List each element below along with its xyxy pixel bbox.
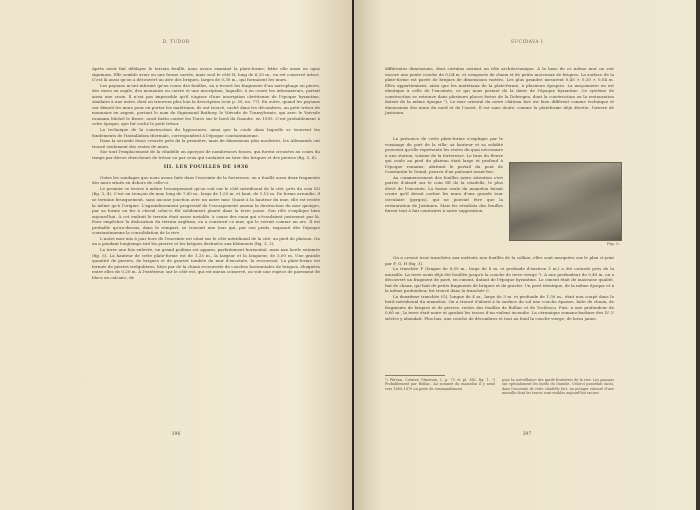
paragraph: différentes dimensions, dont certains avaient un rôle architectonique. À la base de ce même mur on voit encore une petite couche de 0,04 m. et composée de chaux et de petits morceaux de briques. La surface de la plate-forme est pavée de briques de dimensions variées. Les plus grandes mesurent 0,45 × 0,30 × 0,04 m. Elles appartiennent, ainsi que les matériaux de la plate-forme, à plusieurs époques. La maçonnerie en est identique à celle de l'enceinte, ce qui nous permet de la dater de l'époque byzantine. Ce système de construction se retrouve dans plusieurs places fortes de la Dobrogea, dont la construction ou la restauration datent de la même époque ¹). Le mur oriental du notre château fort est bien différent comme technique et dimensions des murs du nord et de l'ouest. Il est sans doute, comme la plateforme déjà décrite, l'œuvre de Justinien.	[385, 66, 614, 116]
footnotes-left-column: ¹) Pârvan, Cetatea Ulmetum, I, p. 73 et pl. XXI, fig. 1. ²) Probablement par Bolliac. Au sommet du mamelon il y avait vers 1860–1870 un poste de commandement	[385, 378, 495, 391]
paragraph: La présence de cette plate-forme s'explique par le voisinage du port de la ville; sa hauteur et sa solidité prouvent qu'elle représente les restes du quai nécessaire à une station, voisine de la forteresse. Le bras du fleuve qui coule au pied du plateau était large et profond à l'époque romaine, abritant le portail du pont de Constantin le Grand, pourvu d'un puissant avant-bec.	[385, 136, 503, 175]
paragraph: La terre une fois enlevée, un grand podium est apparu, parfaitement horizontal, mais aux bords entamés (fig. 5). La hauteur de cette plate-forme est de 1,25 m., la largeur et la longueur, de 5,00 m. Une grande quantité de pierres, de briques et de gravier tombée du mur d'enceinte, la recouvrait. La plate-forme est formée de pierres irrégulières, liées par de la chaux recouverte de couches horizontales de briques, éloignées entre elles de 0,20 m. À l'extérieur, sur le côté est, qui est mieux conservé, on voit une espèce de parement de blocs en calcaire, de	[92, 246, 320, 280]
figure-photo-stone-ruins	[509, 162, 622, 241]
section-title: III. LES FOUILLES DE 1936	[163, 164, 249, 171]
paragraph: L'autre mur mis à jour hors de l'enceinte est situé sur le côté méridional de la cité, au pied du plateau. On en a pendant longtemps tiré les pierres et les briques destinées aux bâtiments (fig. 3, 2).	[92, 235, 320, 247]
right-text-top	[385, 66, 614, 116]
paragraph: On a creusé trois tranchées aux endroits non fouillés de la colline; elles sont marquées sur le plan ci-joint par F, G, H (fig. 3).	[385, 255, 614, 266]
paragraph: La deuxième tranchée (G), longue de 4 m., large de 3 m. et profonde de 1,50 m., était non coupé dans le bord méridional du mamelon. On a trouvé d'abord à la surface du sol une couche épaisse, faite de chaux, de fragments de briques et de pierres, restes des fouilles de Bolliac et de Tocilescu. Puis, à une profondeur de 0,60 m., la terre était noire et gardait les traces d'un violent incendie. La céramique romano-barbare des IV–V siècles y abondait. Plus bas, une couche de décombres et tout au fond la couche vierge, de loess jaune.	[385, 293, 614, 322]
paragraph: La tranchée F (longue de 8,50 m., large de 8 m. et profonde d'environ 3 m.) a été creusée près de la muraille. La terre avait déjà été fouillée jusqu'à la couche de terre vierge ²). À une profondeur de 0,40 m. on a découvert un fragment de pavé, en ciment, datant de l'époque byzantine. Le ciment était de mauvaise qualité, fait de chaux, qui liait de petits fragments de briques et de gravier. Un pavé identique, de la même époque et à la même profondeur, fut trouvé dans la tranchée C.	[385, 266, 614, 294]
paragraph: Les paysans m'ont informé qu'au cours des fouilles, on a trouvé les fragments d'un sarcophage en pierre, des vases en argile, des monnaies en cuivre et une inscription, laquelle, à en croire les informateurs, portait aussi une croix. Il n'est pas impossible qu'il s'agisse d'une inscription chrétienne de l'époque byzantine, similaire à une autre, dont on trouvera plus loin la description (voir p. 55, no. 77). En outre, quand les paysans ont démoli les murs pour en porter les matériaux, ils ont trouvé, caché dans les décombres, un petit trésor de monnaies en argent, portant le nom de Sigismond Bathory, le Voïvode de Transylvanie, qui avec le Voïvode roumain Michel le Brave, avait battu contre les Turcs sur le bord du Danube, en 1595. C'est probablement à cette époque, que fut caché le petit trésor.	[92, 82, 320, 127]
paragraph: Au commencement des fouilles notre attention s'est portée d'abord sur le coin SE de la citadelle, le plus élevé de l'enceinte. La forme ovale du mamelon faisait croire qu'il devait cacher les murs d'une grande tour circulaire (pyrgos), qui ne pouvait être que la restauration de Justinien. Mais les résultats des fouilles furent tout à fait contraires à notre supposition.	[385, 174, 503, 214]
right-page	[354, 0, 700, 510]
paragraph: Outre les sondages que nous avons faits dans l'enceinte de la forteresse, on a fouillé aussi deux fragments des murs situés en dehors de celle-ci.	[92, 174, 320, 186]
paragraph: La technique de la construction du hypocauste, ainsi que la coule dans laquelle se trouvent les fondements de l'installation thermale, correspondent à l'époque constantinienne.	[92, 127, 320, 138]
running-head-right: SUCIDAVA I	[510, 40, 544, 45]
paragraph: Sur tout l'emplacement de la citadelle on aperçoit de nombreuses fosses, qui furent creusées au cours du temps par divers chercheurs de trésor ou par ceux qui voulaient en tirer des briques et des pierres (fig. 3, 6).	[92, 149, 320, 160]
right-text-wrapped	[385, 136, 503, 214]
page-number-left: 396	[171, 432, 181, 437]
right-text-bottom	[385, 255, 614, 322]
footnote-rule	[385, 375, 445, 376]
paragraph: Le premier se trouve à même l'escarpement qu'on voit sur le côté méridional de la cité, près du coin SO (fig. 3, 4). C'est un tronçon de mur, long de 7,60 m., large de 1,53 m. et haut, de 1,15 m. De forme arrondie, il se termine brusquement, sans aucune jonction avec un autre mur. Quant à la hauteur du mur, elle est restée la même qu'à l'origine. L'agrandissement progressif de l'escarpement amena la destruction du mur quoique, par sa forme en fer à cheval celui-ci fût solidement planté dans la terre jaune. Son rôle s'explique bien aujourd'hui. À cet endroit le terrain était assez instable, à cause des eaux qui s'écoulaient justement par là. Pour empêcher la dislocation du terrain argileux, on a construit ce mur, qui le serrait comme un arc. Il est probable qu'au-dessus, dans le rempart, se trouvait une tour qui, par son poids, imposait dès l'époque constantinienne la consolidation de la rive.	[92, 185, 320, 236]
running-head-left: D. TUDOR	[162, 40, 190, 45]
page-number-right: 397	[522, 432, 532, 437]
figure-caption: Fig. 5.	[607, 241, 620, 246]
paragraph: Après avoir fait déblayer le terrain fouillé, nous avons examiné la plate-forme; bâtie elle aussi en opus signinum. Elle semble avoir eu une forme carrée, mais seul le côté N, long de 6,20 m., en est conservé intact. C'est là aussi qu'on a découvert un atre des briques, larges de 0,30 m., qui formaient les murs.	[92, 66, 320, 83]
left-text-column	[92, 66, 320, 280]
paragraph: Dans la seconde fosse creusée près de la première, mais de dimensions plus modestes, les Allemands ont trouvé seulement des restes de murs.	[92, 138, 320, 149]
footnotes-right-column: pour la surveillance des garde-frontières de la rive. Les paysans ont spécialement les bords du Danube. Celui-ci possédait aussi, dans l'enceinte de cette citadelle fort, un potager entouré d'une muraille dont les traces sont visibles aujourd'hui encore.	[502, 378, 614, 396]
